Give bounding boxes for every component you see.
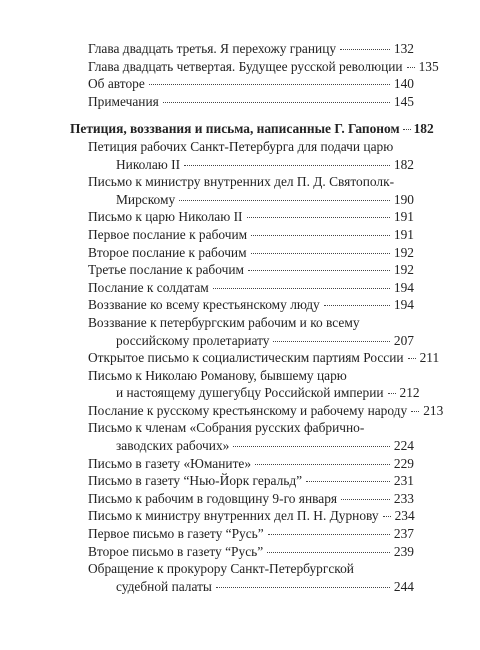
toc-entry-title: судебной палаты — [116, 578, 212, 594]
dot-leader — [233, 446, 390, 447]
dot-leader — [383, 516, 391, 517]
toc-entry-title: Об авторе — [88, 76, 145, 92]
toc-entry-title: Послание к русскому крестьянскому и рабочему народу — [88, 402, 408, 418]
toc-entry — [70, 349, 440, 367]
toc-entry-title: Мирскому — [116, 191, 176, 207]
toc-entry-title: Глава двадцать четвертая. Будущее русской революции — [88, 58, 403, 74]
toc-entry-title: Воззвание ко всему крестьянскому люду — [88, 297, 320, 313]
toc-page-number: 192 — [393, 244, 414, 260]
toc-page-number: 224 — [393, 438, 414, 454]
toc-entry-title: заводских рабочих» — [116, 438, 230, 454]
toc-page-number: 145 — [393, 93, 414, 109]
toc-entry-title-line: Обращение к прокурору Санкт-Петербургской — [88, 561, 354, 577]
dot-leader — [411, 411, 419, 412]
toc-entry-title-line: Письмо к министру внутренних дел П. Д. Святополк- — [88, 174, 395, 190]
dot-leader — [251, 253, 390, 254]
dot-leader — [306, 481, 390, 482]
toc-entry-title-line: Петиция рабочих Санкт-Петербурга для подачи царю — [88, 138, 394, 154]
dot-leader — [251, 235, 390, 236]
toc-page-number: 190 — [393, 191, 414, 207]
dot-leader — [388, 393, 396, 394]
toc-entry — [70, 455, 414, 473]
dot-leader — [179, 200, 390, 201]
toc-page-number: 194 — [393, 297, 414, 313]
dot-leader — [407, 67, 415, 68]
toc-page-number: 191 — [393, 226, 414, 242]
toc-entry — [70, 75, 414, 93]
toc-entry — [70, 560, 414, 595]
toc-entry — [70, 226, 414, 244]
toc-entry — [70, 261, 414, 279]
dot-leader — [324, 305, 390, 306]
toc-page-number: 229 — [393, 455, 414, 471]
dot-leader — [403, 129, 411, 130]
toc-page-number: 135 — [418, 58, 439, 74]
toc-entry-title: Второе послание к рабочим — [88, 244, 247, 260]
toc-page-number: 212 — [399, 385, 420, 401]
toc-entry-title: российскому пролетариату — [116, 332, 270, 348]
toc-entry-title-line: Воззвание к петербургским рабочим и ко всему — [88, 314, 360, 330]
toc-entry-title: Письмо в газету “Нью-Йорк геральд” — [88, 473, 303, 489]
toc-entry-title: Примечания — [88, 93, 159, 109]
dot-leader — [408, 358, 416, 359]
toc-entry-title: Письмо к царю Николаю II — [88, 209, 243, 225]
toc-entry-title: Послание к солдатам — [88, 279, 209, 295]
toc-entry-title: Петиция, воззвания и письма, написанные Г. Гапоном — [70, 121, 400, 137]
dot-leader — [213, 288, 390, 289]
toc-entry-title-line: Письмо к Николаю Романову, бывшему царю — [88, 367, 347, 383]
dot-leader — [163, 102, 390, 103]
toc-entry-title: Николаю II — [116, 156, 181, 172]
toc-entry-title: Открытое письмо к социалистическим партиям России — [88, 350, 404, 366]
toc-page-number: 182 — [413, 121, 434, 137]
toc-section-heading — [70, 120, 434, 138]
dot-leader — [248, 270, 390, 271]
toc-entry-title: Второе письмо в газету “Русь” — [88, 543, 264, 559]
toc-page-number: 194 — [393, 279, 414, 295]
toc-entry — [70, 314, 414, 349]
toc-entry — [70, 93, 414, 111]
toc-entry-title: Письмо в газету «Юманите» — [88, 455, 252, 471]
toc-entry — [70, 40, 414, 58]
toc-page-number: 237 — [393, 526, 414, 542]
toc-entry — [70, 279, 414, 297]
toc-entry — [70, 402, 444, 420]
dot-leader — [184, 165, 390, 166]
toc-entry — [70, 525, 414, 543]
dot-leader — [340, 49, 390, 50]
toc-entry — [70, 173, 414, 208]
toc-page-number: 191 — [393, 209, 414, 225]
toc-page-number: 234 — [394, 508, 415, 524]
toc-entry — [70, 296, 414, 314]
dot-leader — [216, 587, 390, 588]
toc-entry — [70, 138, 414, 173]
toc-entry-title: Письмо к министру внутренних дел П. Н. Дурнову — [88, 508, 379, 524]
toc-entry-title: Глава двадцать третья. Я перехожу границу — [88, 41, 337, 56]
dot-leader — [247, 217, 390, 218]
dot-leader — [267, 552, 390, 553]
toc-entry — [70, 472, 414, 490]
toc-page-number: 211 — [419, 350, 440, 366]
toc-entry — [70, 490, 414, 508]
toc-page-number: 192 — [393, 262, 414, 278]
toc-page-number: 132 — [393, 41, 414, 56]
toc-entry-title: Письмо к рабочим в годовщину 9-го января — [88, 490, 338, 506]
toc-entry-title: и настоящему душегубцу Российской империи — [116, 385, 384, 401]
dot-leader — [268, 534, 390, 535]
toc-page-number: 233 — [393, 490, 414, 506]
dot-leader — [149, 84, 390, 85]
toc-entry — [70, 244, 414, 262]
toc-page-number: 182 — [393, 156, 414, 172]
toc-entry — [70, 507, 414, 525]
dot-leader — [255, 464, 390, 465]
toc-entry-title: Третье послание к рабочим — [88, 262, 244, 278]
toc-entry — [70, 58, 439, 76]
toc-entry-title-line: Письмо к членам «Собрания русских фабрично- — [88, 420, 365, 436]
toc-entry — [70, 208, 414, 226]
toc-page-number: 239 — [393, 543, 414, 559]
toc-page-number: 140 — [393, 76, 414, 92]
toc-entry-title: Первое послание к рабочим — [88, 226, 248, 242]
toc-entry — [70, 543, 414, 561]
dot-leader — [273, 341, 389, 342]
toc-entry-title: Первое письмо в газету “Русь” — [88, 526, 264, 542]
toc-page-number: 231 — [393, 473, 414, 489]
toc-entry — [70, 419, 414, 454]
toc-page-number: 244 — [393, 578, 414, 594]
toc-page-number: 213 — [423, 402, 444, 418]
dot-leader — [341, 499, 390, 500]
table-of-contents — [70, 40, 444, 595]
toc-entry — [70, 367, 420, 402]
toc-page-number: 207 — [393, 332, 414, 348]
